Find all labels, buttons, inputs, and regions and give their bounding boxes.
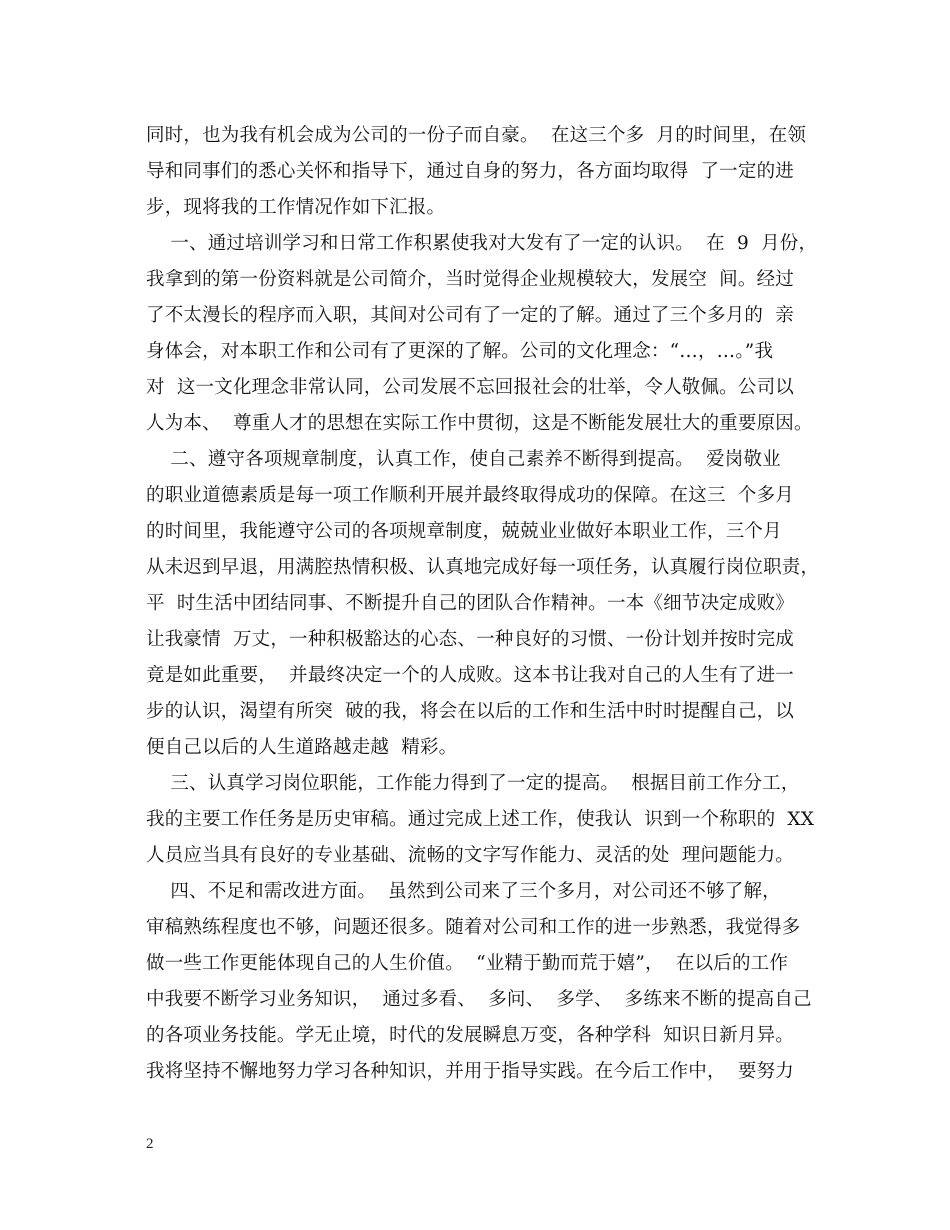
text-line: 三、认真学习岗位职能，工作能力得到了一定的提高。 根据目前工作分工， xyxy=(146,773,800,794)
text-line: 同时，也为我有机会成为公司的一份子而自豪。 在这三个多 月的时间里，在领 xyxy=(146,125,807,146)
text-line: 导和同事们的悉心关怀和指导下，通过自身的努力，各方面均取得 了一定的进 xyxy=(146,161,794,182)
text-line: 的时间里，我能遵守公司的各项规章制度，兢兢业业做好本职业工作，三个月 xyxy=(146,521,782,542)
text-line: 四、不足和需改进方面。 虽然到公司来了三个多月，对公司还不够了解， xyxy=(146,881,781,902)
text-line: 步，现将我的工作情况作如下汇报。 xyxy=(146,197,446,218)
text-line: 便自己以后的人生道路越走越 精彩。 xyxy=(146,737,458,758)
text-line: 身体会，对本职工作和公司有了更深的了解。公司的文化理念：“…，…。”我 xyxy=(146,341,774,362)
text-line: 步的认识，渴望有所突 破的我，将会在以后的工作和生活中时时提醒自己，以 xyxy=(146,701,794,722)
text-line: 我将坚持不懈地努力学习各种知识，并用于指导实践。在今后工作中， 要努力 xyxy=(146,1061,794,1082)
text-line: 二、遵守各项规章制度，认真工作，使自己素养不断得到提高。 爱岗敬业 xyxy=(146,449,781,470)
text-line: 人为本、 尊重人才的思想在实际工作中贯彻，这是不断能发展壮大的重要原因。 xyxy=(146,413,813,434)
text-line: 一、通过培训学习和日常工作积累使我对大发有了一定的认识。 在 9 月份， xyxy=(146,233,818,254)
text-line: 了不太漫长的程序而入职，其间对公司有了一定的了解。通过了三个多月的 亲 xyxy=(146,305,794,326)
text-line: 平 时生活中团结同事、不断提升自己的团队合作精神。一本《细节决定成败》 xyxy=(146,593,794,614)
text-line: 的各项业务技能。学无止境，时代的发展瞬息万变，各种学科 知识日新月异。 xyxy=(146,1025,794,1046)
text-line: 我的主要工作任务是历史审稿。通过完成上述工作，使我认 识到一个称职的 XX xyxy=(146,809,815,830)
text-line: 的职业道德素质是每一项工作顺利开展并最终取得成功的保障。在这三 个多月 xyxy=(146,485,794,506)
text-line: 竟是如此重要， 并最终决定一个的人成败。这本书让我对自己的人生有了进一 xyxy=(146,665,794,686)
text-line: 人员应当具有良好的专业基础、流畅的文字写作能力、灵活的处 理问题能力。 xyxy=(146,845,794,866)
page-number: 2 xyxy=(146,1136,154,1152)
text-line: 审稿熟练程度也不够，问题还很多。随着对公司和工作的进一步熟悉，我觉得多 xyxy=(146,917,801,938)
text-line: 让我豪情 万丈，一种积极豁达的心态、一种良好的习惯、一份计划并按时完成 xyxy=(146,629,794,650)
text-line: 中我要不断学习业务知识， 通过多看、 多问、 多学、 多练来不断的提高自己 xyxy=(146,989,812,1010)
body-text xyxy=(146,118,826,1090)
text-line: 做一些工作更能体现自己的人生价值。 “业精于勤而荒于嬉”， 在以后的工作 xyxy=(146,953,789,974)
text-line: 对 这一文化理念非常认同，公司发展不忘回报社会的壮举，令人敬佩。公司以 xyxy=(146,377,794,398)
text-line: 从未迟到早退，用满腔热情积极、认真地完成好每一项任务，认真履行岗位职责， xyxy=(146,557,820,578)
text-line: 我拿到的第一份资料就是公司简介，当时觉得企业规模较大，发展空 间。经过 xyxy=(146,269,794,290)
